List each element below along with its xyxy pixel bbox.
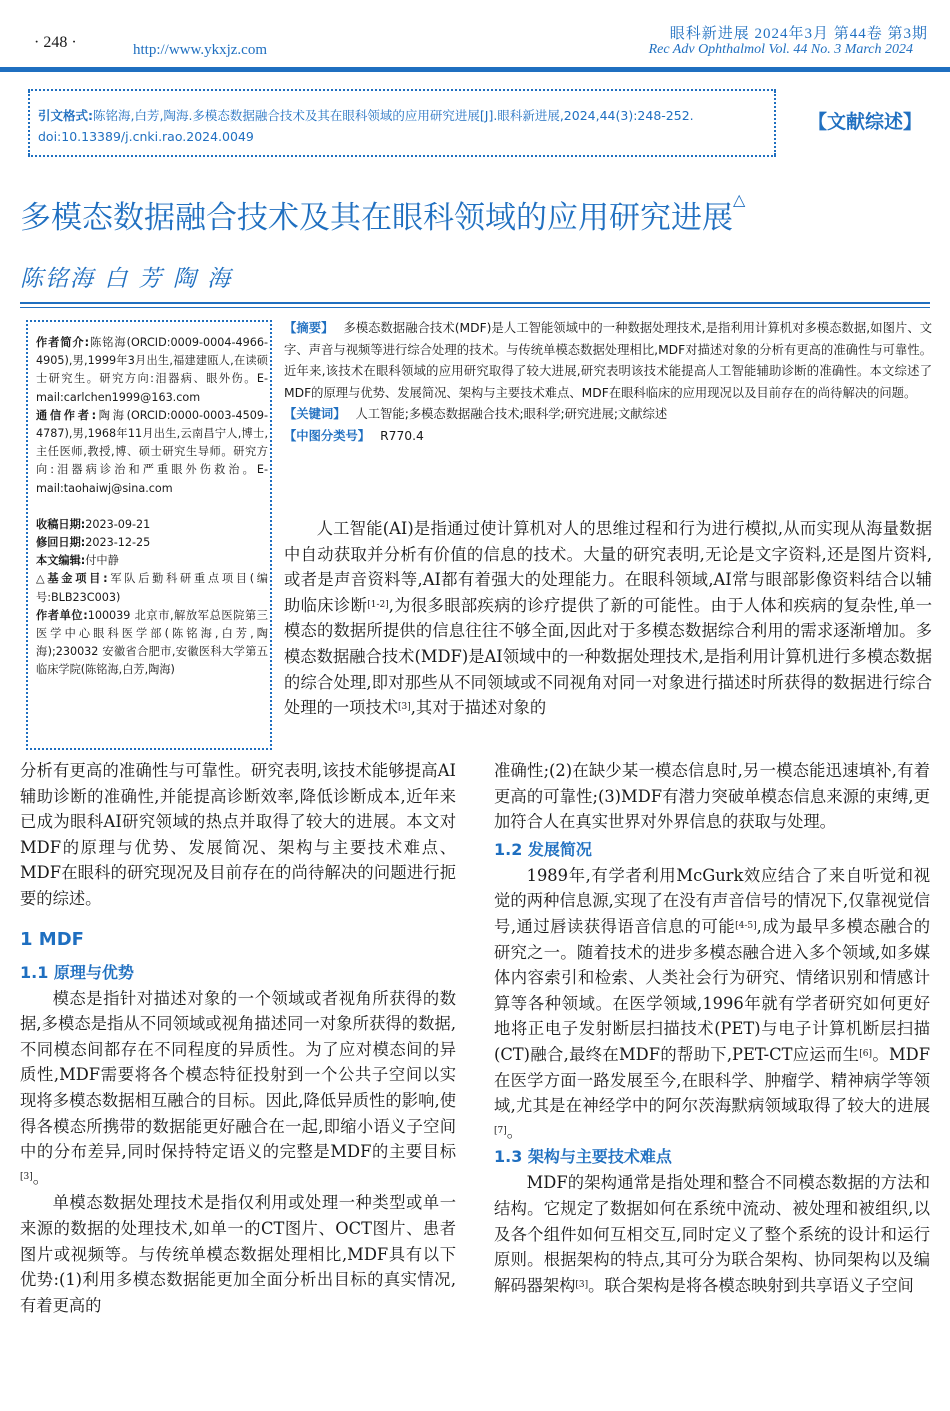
abstract-text: 多模态数据融合技术(MDF)是人工智能领域中的一种数据处理技术,是指利用计算机对多模态数据,如图片、文字、声音与视频等进行综合处理的技术。与传统单模态数据处理相比,MDF对描述对象的分析有更高的准确性与可靠性。近年来,该技术在眼科领域的应用研究取得了较大进展,研究表明该技术能提高人工智能辅助诊断的准确性。本文综述了MDF的原理与优势、发展简况、架构与主要技术难点、MDF在眼科临床的应用现况以及目前存在的尚待解决的问题。 [284,321,932,400]
left-column [20,758,456,1318]
editor-label: 本文编辑: [36,554,86,568]
ref-7[interactable]: [7] [494,1125,507,1136]
p1-2a-text: 1989年,有学者利用McGurk效应结合了来自听觉和视觉的两种信息源,实现了在没有声音信号的情况下,仅靠视觉信号,通过唇读获得语音信息的可能 [494,865,930,936]
citation-label: 引文格式: [38,108,93,123]
p1-1a-end: 。 [32,1167,50,1187]
section-1-1-paragraph-2: 单模态数据处理技术是指仅利用或处理一种类型或单一来源的数据的处理技术,如单一的CT图片、OCT图片、患者图片或视频等。与传统单模态数据处理相比,MDF具有以下优势:(1)利用多模态数据能更加全面分析出目标的真实情况,有着更高的 [20,1193,456,1315]
article-title-block [20,192,745,237]
author-unit [36,607,268,680]
citation-text-block [38,105,766,147]
clc-number [284,426,932,448]
ref-3[interactable]: [3] [397,702,411,713]
p1-1a-text: 模态是指针对描述对象的一个领域或者视角所获得的数据,多模态是指从不同领域或视角描述同一对象所获得的数据,不同模态间都存在不同程度的异质性。为了应对模态间的异质性,MDF需要将各个模态特征投射到一个公共子空间以实现将多模态数据相互融合的目标。因此,降低异质性的影响,使得各模态所携带的数据能更好融合在一起,即缩小语义子空间中的分布差异,同时保持特定语义的完整是MDF的主要目标 [20,988,456,1162]
section-1-1-paragraph-2-continued: 准确性;(2)在缺少某一模态信息时,另一模态能迅速填补,有着更高的可靠性;(3)MDF有潜力突破单模态信息来源的束缚,更加符合人在真实世界对外界信息的获取与处理。 [494,761,930,832]
keywords-text: 人工智能;多模态数据融合技术;眼科学;研究进展;文献综述 [355,407,668,422]
journal-url[interactable]: http://www.ykxjz.com [133,42,268,58]
citation-box-left-border [28,91,30,155]
intro-top-text-3: ,其对于描述对象的 [410,698,547,718]
received-label: 收稿日期: [36,517,86,531]
unit-label: 作者单位: [36,608,88,622]
intro-paragraph-continued: 分析有更高的准确性与可靠性。研究表明,该技术能够提高AI辅助诊断的准确性,并能提高诊断效率,降低诊断成本,近年来已成为眼科AI研究领域的热点并取得了较大的进展。本文对MDF的原理与优势、发展简况、架构与主要技术难点、MDF在眼科的研究现况及目前存在的尚待解决的问题进行扼要的综述。 [20,761,456,908]
intro-top-text-2: ,为很多眼部疾病的诊疗提供了新的可能性。由于人体和疾病的复杂性,单一模态的数据所提供的信息往往不够全面,因此对于多模态数据综合利用的需求逐渐增加。多模态数据融合技术(MDF)是AI领域中的一种数据处理技术,是指利用计算机进行多模态数据的综合处理,即对那些从不同领域或不同视角对同一对象进行描述时所获得的数据进行综合处理的一项技术 [284,595,932,718]
section-1-3-heading: 1.3 架构与主要技术难点 [494,1147,672,1167]
right-column [494,758,930,1298]
ref-1-2[interactable]: [1-2] [367,599,389,610]
fund-label: △基金项目: [36,572,108,586]
abstract-label: 【摘要】 [284,321,334,335]
abstract-section [284,318,932,448]
author-list: 陈铭海 白 芳 陶 海 [20,266,233,292]
author-intro [36,334,268,407]
fund [36,570,268,606]
section-1-2-paragraph [494,863,930,1145]
ref-3b[interactable]: [3] [20,1171,33,1182]
intro-paragraph-top [284,516,932,721]
citation-box [28,89,776,157]
editor-value: 付中静 [85,554,119,568]
page-number: · 248 · [34,34,77,51]
section-1-1-paragraph-1 [20,986,456,1191]
author-intro-text: 陈铭海(ORCID:0009-0004-4966-4905),男,1999年3月出生,福建建瓯人,在读硕士研究生。研究方向:泪器病、眼外伤。E-mail:carlchen1999@163.com [36,336,268,404]
author-intro-label: 作者简介: [36,336,90,349]
article-type-tag: 【文献综述】 [808,111,923,133]
author-rule [20,302,930,308]
revised-value: 2023-12-25 [85,536,151,550]
p1-2d-text: 。 [506,1121,524,1141]
citation-box-right-border [774,91,776,155]
section-1-3-paragraph [494,1170,930,1298]
p1-3b-text: 。联合架构是将各模态映射到共享语义子空间 [588,1275,914,1295]
ref-4-5[interactable]: [4-5] [735,920,757,931]
header-rule [0,67,950,72]
journal-name-en: Rec Adv Ophthalmol Vol. 44 No. 3 March 2024 [648,42,913,57]
p1-2c-text: 。MDF在医学方面一路发展至今,在眼科学、肿瘤学、精神病学等领域,尤其是在神经学中的阿尔茨海默病领域取得了较大的进展 [494,1044,930,1116]
article-title: 多模态数据融合技术及其在眼科领域的应用研究进展 [20,200,733,236]
revised-date [36,534,268,552]
keywords [284,404,932,426]
ref-3c[interactable]: [3] [575,1279,589,1290]
p1-3a-text: MDF的架构通常是指处理和整合不同模态数据的方法和结构。它规定了数据如何在系统中流动、被处理和被组织,以及各个组件如何互相交互,同时定义了整个系统的设计和运行原则。根据架构的特点,其可分为联合架构、协同架构以及编解码器架构 [494,1173,930,1295]
received-value: 2023-09-21 [85,517,151,531]
editor [36,552,268,570]
clc-label: 【中图分类号】 [284,428,371,443]
author-info-box [26,320,272,750]
p1-2b-text: ,成为最早多模态融合的研究之一。随着技术的进步多模态融合进入多个领域,如多媒体内容索引和检索、人类社会行为研究、情绪识别和情感计算等各种领域。在医学领域,1996年就有学者研究如何更好地将正电子发射断层扫描技术(PET)与电子计算机断层扫描(CT)融合,最终在MDF的帮助下,PET-CT应运而生 [494,916,930,1064]
unit-value: 100039 北京市,解放军总医院第三医学中心眼科医学部(陈铭海,白芳,陶海);230032 安徽省合肥市,安徽医科大学第五临床学院(陈铭海,白芳,陶海) [36,608,268,677]
corresponding-author [36,407,268,498]
corresponding-text: 陶海(ORCID:0000-0003-4509-4787),男,1968年11月出生,云南昌宁人,博士,主任医师,教授,博、硕士研究生导师。研究方向:泪器病诊治和严重眼外伤救治。E-mail:taohaiwj@sina.com [36,408,268,495]
journal-name-cn: 眼科新进展 2024年3月 第44卷 第3期 [669,26,928,42]
keywords-label: 【关键词】 [284,407,346,422]
ref-6[interactable]: [6] [859,1048,873,1059]
abstract [284,318,932,404]
intro-top-text-1: 人工智能(AI)是指通过使计算机对人的思维过程和行为进行模拟,从而实现从海量数据中自动获取并分析有价值的信息的技术。大量的研究表明,无论是文字资料,还是图片资料,或者是声音资料等,AI都有着强大的处理能力。在眼科领域,AI常与眼部影像资料结合以辅助临床诊断 [284,519,932,615]
citation-text: 陈铭海,白芳,陶海.多模态数据融合技术及其在眼科领域的应用研究进展[J].眼科新进展,2024,44(3):248-252. doi:10.13389/j.cnki.rao.2024.0049 [38,108,694,144]
section-1-2-heading: 1.2 发展简况 [494,839,592,859]
corresponding-label: 通信作者: [36,408,97,422]
clc-value: R770.4 [380,428,424,443]
fund-value: 军队后勤科研重点项目(编号:BLB23C003) [36,572,268,604]
revised-label: 修回日期: [36,536,86,550]
title-fund-mark: △ [733,190,746,209]
section-1-1-heading: 1.1 原理与优势 [20,962,134,982]
section-1-heading: 1 MDF [20,928,84,950]
received-date [36,516,268,534]
